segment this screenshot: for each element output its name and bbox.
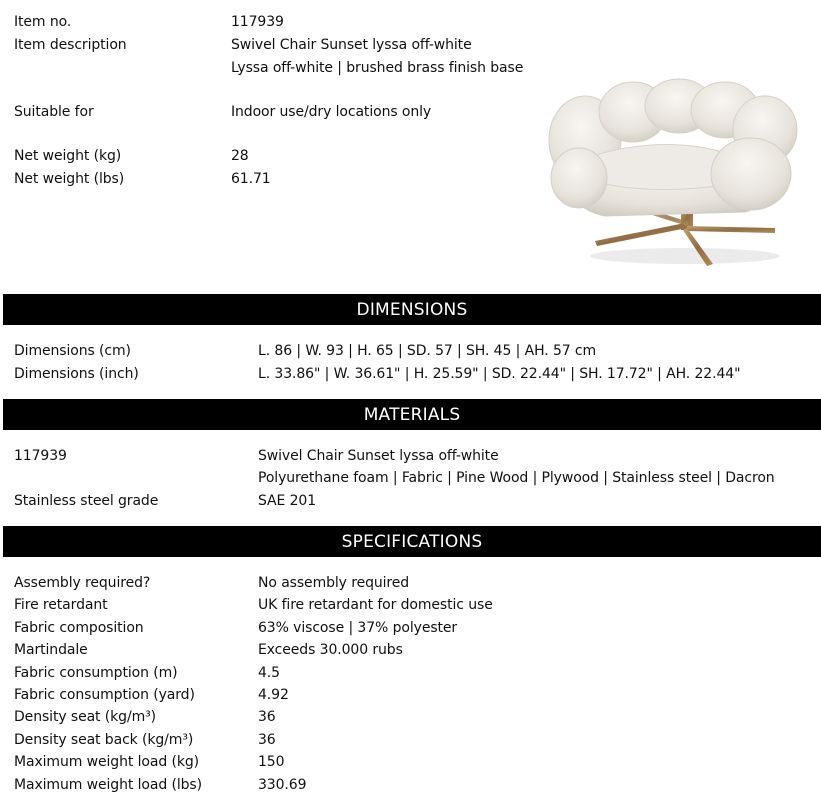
spec-label: Martindale [14, 642, 88, 658]
spec-label: Fire retardant [14, 597, 108, 613]
materials-item-line2: Polyurethane foam | Fabric | Pine Wood | Plywood | Stainless steel | Dacron [258, 470, 775, 486]
spec-label: Fabric composition [14, 620, 144, 636]
item-no-value: 117939 [231, 14, 284, 30]
dimensions-inch-value: L. 33.86" | W. 36.61" | H. 25.59" | SD. 22.44" | SH. 17.72" | AH. 22.44" [258, 366, 741, 382]
spec-value: 330.69 [258, 777, 307, 793]
spec-label: Maximum weight load (lbs) [14, 777, 202, 793]
dimensions-header: DIMENSIONS [3, 294, 821, 325]
spec-label: Fabric consumption (m) [14, 665, 178, 681]
spec-label: Assembly required? [14, 575, 151, 591]
spec-value: 4.5 [258, 665, 280, 681]
item-description-line2: Lyssa off-white | brushed brass finish base [231, 60, 524, 76]
materials-header: MATERIALS [3, 399, 821, 430]
spec-value: 36 [258, 732, 276, 748]
net-weight-kg-value: 28 [231, 148, 249, 164]
dimensions-cm-value: L. 86 | W. 93 | H. 65 | SD. 57 | SH. 45 | AH. 57 cm [258, 343, 597, 359]
spec-label: Fabric consumption (yard) [14, 687, 195, 703]
net-weight-lbs-label: Net weight (lbs) [14, 171, 125, 187]
net-weight-kg-label: Net weight (kg) [14, 148, 122, 164]
steel-grade-label: Stainless steel grade [14, 493, 159, 509]
materials-item-label: 117939 [14, 448, 67, 464]
item-no-label: Item no. [14, 14, 72, 30]
spec-label: Density seat (kg/m³) [14, 709, 156, 725]
suitable-for-value: Indoor use/dry locations only [231, 104, 432, 120]
spec-value: UK fire retardant for domestic use [258, 597, 493, 613]
spec-value: 150 [258, 754, 285, 770]
swivel-chair-photo [545, 78, 803, 270]
dimensions-inch-label: Dimensions (inch) [14, 366, 139, 382]
suitable-for-label: Suitable for [14, 104, 94, 120]
materials-item-line1: Swivel Chair Sunset lyssa off-white [258, 448, 499, 464]
spec-label: Maximum weight load (kg) [14, 754, 199, 770]
spec-label: Density seat back (kg/m³) [14, 732, 194, 748]
spec-value: 4.92 [258, 687, 289, 703]
net-weight-lbs-value: 61.71 [231, 171, 271, 187]
steel-grade-value: SAE 201 [258, 493, 317, 509]
spec-value: 63% viscose | 37% polyester [258, 620, 458, 636]
spec-value: Exceeds 30.000 rubs [258, 642, 403, 658]
specifications-header: SPECIFICATIONS [3, 526, 821, 557]
dimensions-cm-label: Dimensions (cm) [14, 343, 131, 359]
spec-value: No assembly required [258, 575, 410, 591]
item-description-line1: Swivel Chair Sunset lyssa off-white [231, 37, 472, 53]
spec-value: 36 [258, 709, 276, 725]
item-description-label: Item description [14, 37, 127, 53]
